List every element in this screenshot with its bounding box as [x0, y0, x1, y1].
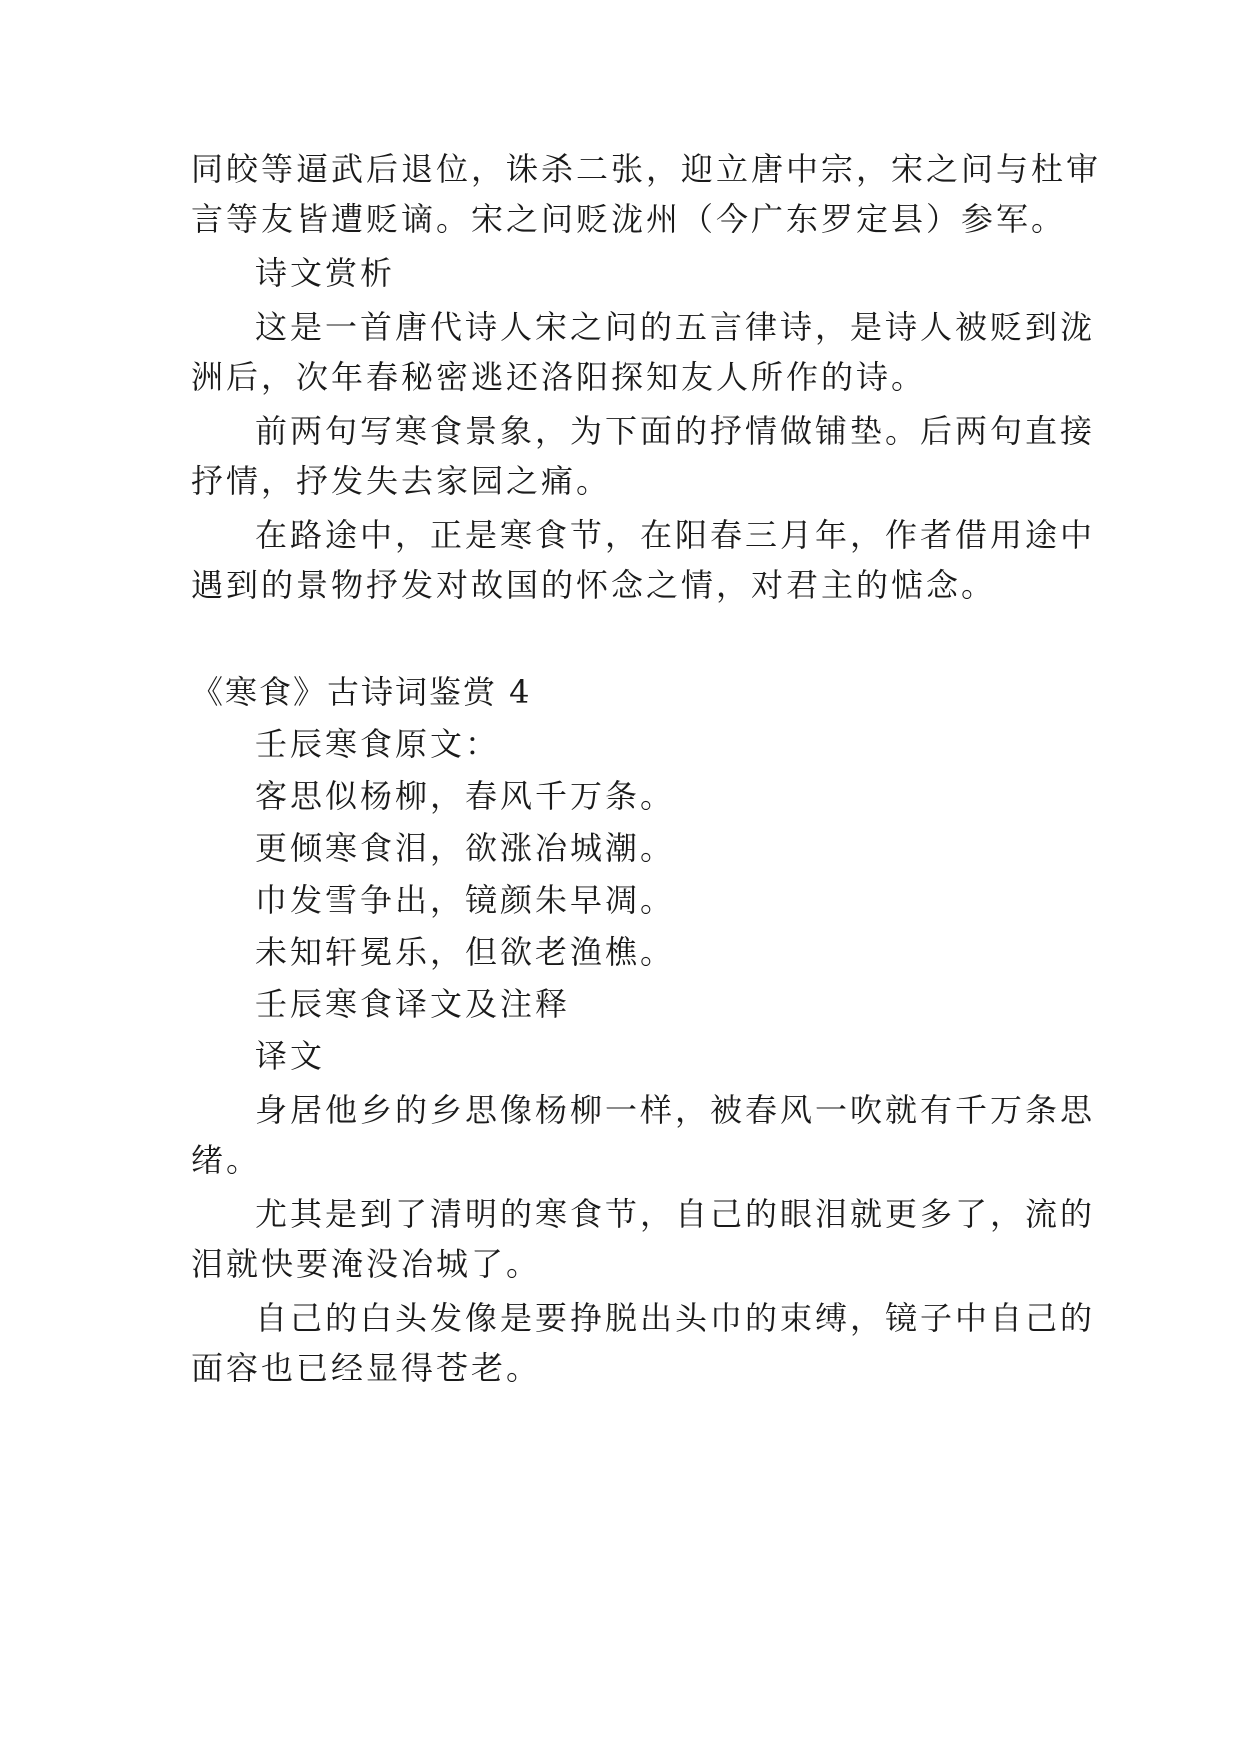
- paragraph-line: 抒情，抒发失去家园之痛。: [191, 462, 612, 500]
- paragraph-line: 同皎等逼武后退位，诛杀二张，迎立唐中宗，宋之问与杜审: [191, 150, 1102, 188]
- section-heading: 诗文赏析: [255, 254, 396, 292]
- paragraph-line: 遇到的景物抒发对故国的怀念之情，对君主的惦念。: [191, 566, 997, 604]
- paragraph-line: 面容也已经显得苍老。: [191, 1349, 542, 1387]
- paragraph-line: 这是一首唐代诗人宋之问的五言律诗，是诗人被贬到泷: [255, 308, 1096, 346]
- poem-line: 更倾寒食泪，欲涨冶城潮。: [255, 829, 676, 867]
- paragraph-line: 自己的白头发像是要挣脱出头巾的束缚，镜子中自己的: [255, 1299, 1096, 1337]
- poem-line: 客思似杨柳，春风千万条。: [255, 777, 676, 815]
- article-title: 《寒食》古诗词鉴赏 4: [191, 673, 532, 711]
- paragraph-line: 在路途中，正是寒食节，在阳春三月年，作者借用途中: [255, 516, 1096, 554]
- paragraph-line: 言等友皆遭贬谪。宋之问贬泷州（今广东罗定县）参军。: [191, 200, 1067, 238]
- section-heading: 壬辰寒食译文及注释: [255, 985, 571, 1023]
- paragraph-line: 洲后，次年春秘密逃还洛阳探知友人所作的诗。: [191, 358, 927, 396]
- section-heading: 译文: [255, 1037, 326, 1075]
- paragraph-line: 身居他乡的乡思像杨柳一样，被春风一吹就有千万条思: [255, 1091, 1096, 1129]
- paragraph-line: 泪就快要淹没冶城了。: [191, 1245, 542, 1283]
- poem-line: 巾发雪争出，镜颜朱早凋。: [255, 881, 676, 919]
- paragraph-line: 绪。: [191, 1141, 262, 1179]
- section-heading: 壬辰寒食原文：: [255, 725, 501, 763]
- poem-line: 未知轩冕乐，但欲老渔樵。: [255, 933, 676, 971]
- paragraph-line: 前两句写寒食景象，为下面的抒情做铺垫。后两句直接: [255, 412, 1096, 450]
- paragraph-line: 尤其是到了清明的寒食节，自己的眼泪就更多了，流的: [255, 1195, 1096, 1233]
